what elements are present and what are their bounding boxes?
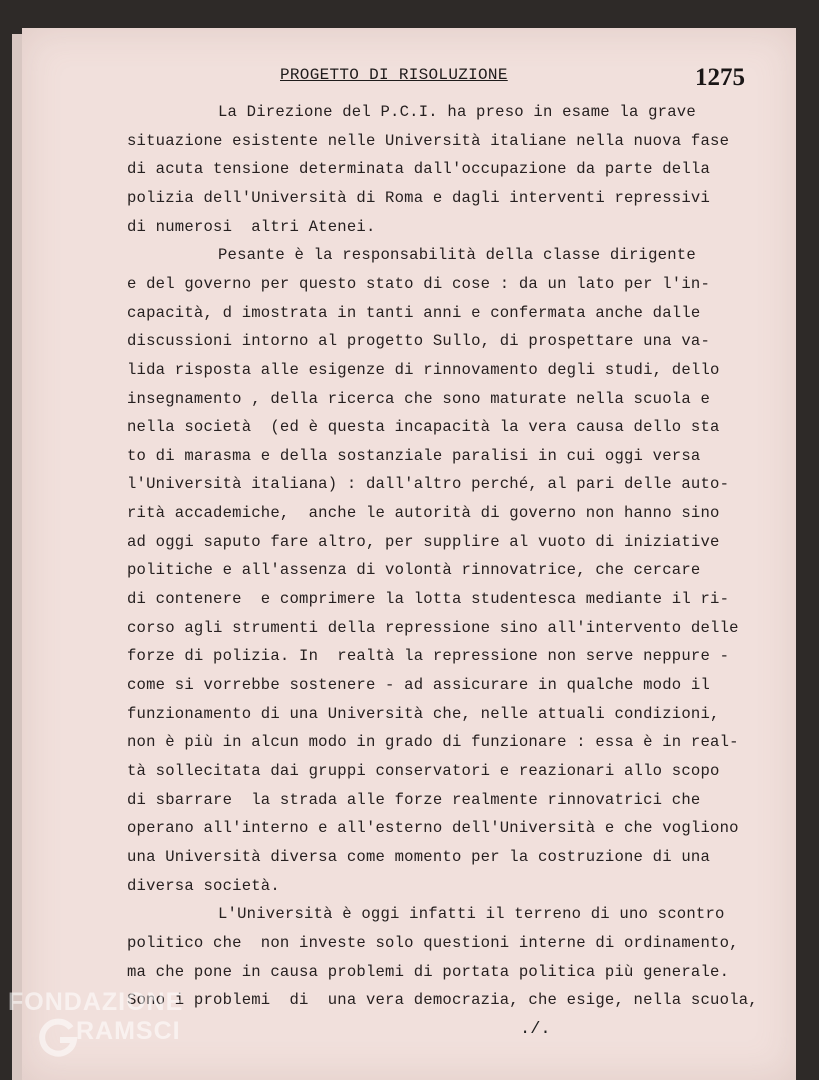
paper-edge xyxy=(12,34,22,1080)
text-line: di sbarrare la strada alle forze realmente rinnovatrici che xyxy=(127,790,701,809)
text-line: insegnamento , della ricerca che sono maturate nella scuola e xyxy=(127,389,711,408)
text-line: rità accademiche, anche le autorità di governo non hanno sino xyxy=(127,504,720,523)
text-line: diversa società. xyxy=(127,876,280,895)
text-line: operano all'interno e all'esterno dell'Università e che vogliono xyxy=(127,819,739,838)
fondazione-gramsci-watermark xyxy=(8,990,183,1044)
text-line: di acuta tensione determinata dall'occupazione da parte della xyxy=(127,160,711,179)
text-line: l'Università italiana) : dall'altro perché, al pari delle auto- xyxy=(127,475,730,494)
text-line: come si vorrebbe sostenere - ad assicurare in qualche modo il xyxy=(127,676,711,694)
text-line: di contenere e comprimere la lotta studentesca mediante il ri- xyxy=(127,590,730,609)
text-line: capacità, d imostrata in tanti anni e confermata anche dalle xyxy=(127,303,701,322)
text-line: ma che pone in causa problemi di portata politica più generale. xyxy=(127,962,730,981)
text-line: situazione esistente nelle Università italiane nella nuova fase xyxy=(127,131,730,150)
text-line: non è più in alcun modo in grado di funzionare : essa è in real- xyxy=(127,733,739,752)
text-line: Pesante è la responsabilità della classe dirigente xyxy=(218,246,696,265)
text-line: discussioni intorno al progetto Sullo, di prospettare una va- xyxy=(127,332,711,351)
gramsci-g-logo-icon xyxy=(38,1018,78,1058)
text-line: forze di polizia. In realtà la repressione non serve neppure - xyxy=(127,647,730,666)
text-line: La Direzione del P.C.I. ha preso in esame la grave xyxy=(218,103,696,121)
text-line: ad oggi saputo fare altro, per supplire al vuoto di iniziative xyxy=(127,532,720,551)
text-line: corso agli strumenti della repressione sino all'intervento delle xyxy=(127,618,739,637)
text-line: funzionamento di una Università che, nelle attuali condizioni, xyxy=(127,704,720,723)
text-line: tà sollecitata dai gruppi conservatori e reazionari allo scopo xyxy=(127,761,720,780)
watermark-line2: RAMSCI xyxy=(76,1017,181,1045)
watermark-line1: FONDAZIONE xyxy=(8,988,184,1016)
text-line: to di marasma e della sostanziale paralisi in cui oggi versa xyxy=(127,446,701,465)
text-line: e del governo per questo stato di cose : da un lato per l'in- xyxy=(127,274,711,293)
text-line: politiche e all'assenza di volontà rinnovatrice, che cercare xyxy=(127,561,701,580)
continuation-mark: ./. xyxy=(520,1020,551,1039)
text-line: polizia dell'Università di Roma e dagli interventi repressivi xyxy=(127,188,711,207)
text-line: nella società (ed è questa incapacità la vera causa dello sta xyxy=(127,418,720,437)
text-line: lida risposta alle esigenze di rinnovamento degli studi, dello xyxy=(127,360,720,379)
text-line: politico che non investe solo questioni interne di ordinamento, xyxy=(127,933,739,952)
text-line: una Università diversa come momento per la costruzione di una xyxy=(127,847,711,866)
document-heading: PROGETTO DI RISOLUZIONE xyxy=(280,66,508,84)
text-line: Sono i problemi di una vera democrazia, che esige, nella scuola, xyxy=(127,991,758,1010)
text-line: di numerosi altri Atenei. xyxy=(127,217,376,236)
text-line: L'Università è oggi infatti il terreno di uno scontro xyxy=(218,905,725,924)
page-number: 1275 xyxy=(695,64,745,91)
